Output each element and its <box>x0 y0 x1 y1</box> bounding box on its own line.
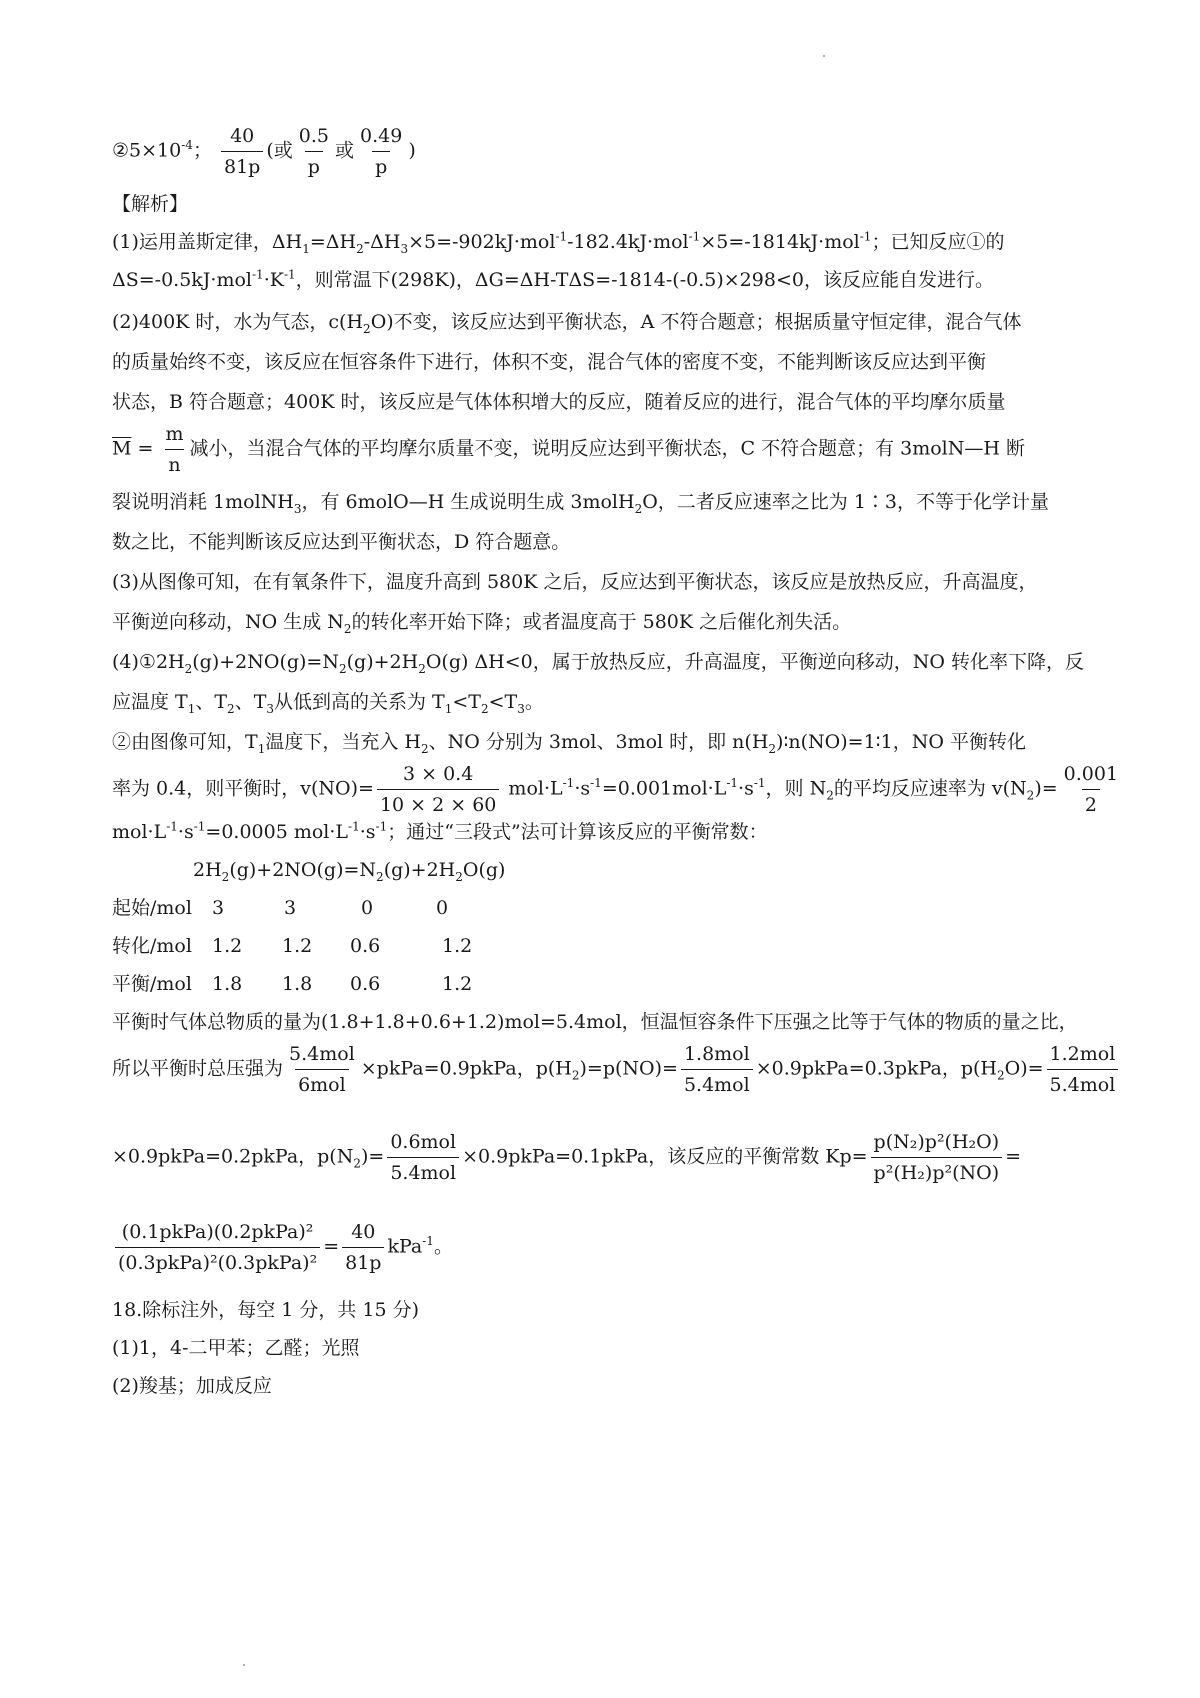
t: =0.0005 mol·L <box>205 821 349 843</box>
t: -ΔH <box>363 231 401 253</box>
sub: 2 <box>376 869 384 884</box>
scan-dot-top <box>823 55 825 57</box>
sub: 2 <box>480 701 489 716</box>
sub: 3 <box>400 241 409 256</box>
fraction-rate <box>377 762 499 817</box>
t: ；已知反应①的 <box>871 231 1005 253</box>
cell: 1.2 <box>442 935 473 957</box>
t: ·s <box>738 777 754 800</box>
paren-close: ) <box>408 139 416 162</box>
sup: -1 <box>375 819 388 834</box>
sup: -1 <box>753 776 766 791</box>
t: 平衡逆向移动，NO 生成 N <box>112 611 344 633</box>
sub: 2 <box>1026 788 1035 803</box>
sub: 3 <box>293 501 302 516</box>
sup: -1 <box>726 776 739 791</box>
fraction-0.5-p <box>296 124 332 179</box>
sub: 1 <box>257 741 266 756</box>
answer-base: 5×10 <box>129 139 182 162</box>
t: (g)+2NO(g)=N <box>229 859 377 881</box>
part2-line3: 状态，B 符合题意；400K 时，该反应是气体体积增大的反应，随着反应的进行，混合气体的平均摩尔质量 <box>112 391 1006 413</box>
part1-line1 <box>112 230 1004 254</box>
frac-den: 10 × 2 × 60 <box>377 789 499 817</box>
row-label: 转化/mol <box>112 935 192 957</box>
fraction-m-n <box>162 422 186 477</box>
t: 从低到高的关系为 T <box>274 691 445 713</box>
t: = <box>131 437 160 460</box>
frac-num: 0.001 <box>1063 763 1119 785</box>
frac-num: p(N₂)p²(H₂O) <box>873 1131 1000 1153</box>
t: ×pkPa=0.9pkPa，p(H <box>360 1057 572 1080</box>
fraction-0.49-p <box>357 124 405 179</box>
sup: -1 <box>590 776 602 791</box>
cell: 1.2 <box>282 935 313 957</box>
frac-den: 5.4mol <box>1047 1069 1119 1097</box>
part1-line2 <box>112 268 994 292</box>
t: (g)+2H <box>346 651 419 673</box>
sub: 2 <box>455 869 463 884</box>
sub: 2 <box>418 661 426 676</box>
t: )= <box>360 1145 385 1168</box>
t: (g)+2NO(g)=N <box>192 651 339 673</box>
circle-marker: ② <box>112 139 130 162</box>
t: =ΔH <box>309 231 357 253</box>
t: -182.4kJ·mol <box>567 231 689 253</box>
frac-den: 6mol <box>295 1069 349 1097</box>
t: 所以平衡时总压强为 <box>112 1057 284 1080</box>
calc-line4 <box>112 1220 453 1275</box>
sub: 2 <box>826 788 834 803</box>
sub: 2 <box>996 1068 1005 1083</box>
t: (g)+2H <box>383 859 456 881</box>
t: = <box>1005 1145 1022 1168</box>
frac-den: p <box>372 151 390 179</box>
t: 的转化率开始下降；或者温度高于 580K 之后催化剂失活。 <box>351 611 852 633</box>
sub: 2 <box>343 621 352 636</box>
sup: -1 <box>562 776 575 791</box>
frac-num: 3 × 0.4 <box>403 763 474 785</box>
calc-line3 <box>112 1130 1021 1185</box>
calc-line1: 平衡时气体总物质的量为(1.8+1.8+0.6+1.2)mol=5.4mol，恒温恒容条件下压强之比等于气体的物质的量之比， <box>112 1011 1078 1033</box>
t: ×0.9pkPa=0.3pkPa，p(H <box>755 1057 997 1080</box>
q18-answer2: (2)羧基；加成反应 <box>112 1375 272 1397</box>
t: O(g) ΔH<0，属于放热反应，升高温度，平衡逆向移动，NO 转化率下降，反 <box>425 651 1084 673</box>
t: = <box>323 1235 340 1258</box>
part2-line6: 数之比，不能判断该反应达到平衡状态，D 符合题意。 <box>112 531 571 553</box>
t: O)不变，该反应达到平衡状态，A 不符合题意；根据质量守恒定律，混合气体 <box>370 311 1022 333</box>
t: ×5=-902kJ·mol <box>408 231 556 253</box>
t: <T <box>488 691 518 713</box>
fraction <box>286 1042 358 1097</box>
frac-num: 1.2mol <box>1049 1043 1116 1065</box>
t: )=p(NO)= <box>579 1057 678 1080</box>
frac-den: (0.3pkPa)²(0.3pkPa)² <box>115 1247 320 1275</box>
frac-den: p²(H₂)p²(NO) <box>871 1157 1003 1185</box>
or-text: 或 <box>334 139 354 162</box>
q18-answer1: (1)1，4-二甲苯；乙醛；光照 <box>112 1337 360 1359</box>
cell: 0.6 <box>350 973 381 995</box>
t: O(g) <box>462 859 506 881</box>
cell: 0.6 <box>350 935 381 957</box>
t: ，则 N <box>765 777 827 800</box>
row-label: 平衡/mol <box>112 973 192 995</box>
sup: -1 <box>555 229 568 244</box>
frac-den: n <box>165 449 183 477</box>
cell: 0 <box>436 897 449 919</box>
t: 温度下，当充入 H <box>265 731 421 753</box>
answer-exp: -4 <box>181 138 193 153</box>
frac-den: p <box>305 151 323 179</box>
part2-line1 <box>112 310 1021 334</box>
t: (4)①2H <box>112 651 185 673</box>
cell: 1.8 <box>282 973 313 995</box>
fraction-40-81p <box>221 124 263 179</box>
t: 率为 0.4，则平衡时，v(NO)= <box>112 777 374 800</box>
t: O，二者反应速率之比为 1∶3，不等于化学计量 <box>642 491 1050 513</box>
kp-result-fraction <box>342 1220 384 1275</box>
t: 。 <box>433 1235 453 1258</box>
frac-num: (0.1pkPa)(0.2pkPa)² <box>121 1221 314 1243</box>
t: ×0.9pkPa=0.2pkPa，p(N <box>112 1145 354 1168</box>
sup: -1 <box>348 819 360 834</box>
frac-den: 5.4mol <box>681 1069 753 1097</box>
sup: -1 <box>422 1234 434 1249</box>
t: 、T <box>195 691 228 713</box>
sub: 3 <box>266 701 275 716</box>
t: ·s <box>177 821 194 843</box>
mean-molar-mass: $\overline{M}$ <box>112 437 132 460</box>
t: kPa <box>387 1235 423 1258</box>
analysis-title: 【解析】 <box>112 193 189 215</box>
part4-line3 <box>112 730 1026 754</box>
t: <T <box>452 691 481 713</box>
t: ×5=-1814kJ·mol <box>700 231 860 253</box>
part4-line5 <box>112 820 768 844</box>
frac-num: 0.5 <box>298 125 329 147</box>
frac-num: 1.8mol <box>683 1043 750 1065</box>
t: ×0.9pkPa=0.1pkPa，该反应的平衡常数 Kp= <box>462 1145 868 1168</box>
part2-line2: 的质量始终不变，该反应在恒容条件下进行，体积不变，混合气体的密度不变，不能判断该反应达到平衡 <box>112 351 987 373</box>
frac-num: 5.4mol <box>289 1043 355 1065</box>
kp-value-fraction <box>115 1220 320 1275</box>
paren-open: (或 <box>266 139 293 162</box>
sub: 2 <box>420 741 429 756</box>
sub: 2 <box>227 701 235 716</box>
sub: 2 <box>338 661 347 676</box>
fraction-n2-rate <box>1061 762 1121 817</box>
t: ，有 6molO—H 生成说明生成 3molH <box>301 491 635 513</box>
t: mol·L <box>112 821 167 843</box>
t: 、T <box>234 691 267 713</box>
scan-dot-bottom <box>243 1664 245 1666</box>
t: ΔS=-0.5kJ·mol <box>112 269 252 291</box>
frac-den: 5.4mol <box>387 1157 459 1185</box>
sub: 2 <box>571 1068 580 1083</box>
sub: 3 <box>517 701 525 716</box>
sup: -1 <box>283 267 296 282</box>
part3-line1: (3)从图像可知，在有氧条件下，温度升高到 580K 之后，反应达到平衡状态，该反应是放热反应，升高温度， <box>112 571 1038 593</box>
frac-den: 2 <box>1082 789 1100 817</box>
cell: 1.8 <box>212 973 243 995</box>
sup: -1 <box>688 229 701 244</box>
sup: -1 <box>859 229 872 244</box>
sub: 1 <box>302 241 310 256</box>
row-label: 起始/mol <box>112 897 192 919</box>
t: )= <box>1034 777 1058 800</box>
part2-line4 <box>112 422 1025 477</box>
fraction <box>387 1130 459 1185</box>
t: ；通过“三段式”法可计算该反应的平衡常数： <box>387 821 768 843</box>
t: 的平均反应速率为 v(N <box>833 777 1027 800</box>
sub: 2 <box>184 661 193 676</box>
t: ，则常温下(298K)，ΔG=ΔH-TΔS=-1814-(-0.5)×298<0，该反应能自发进行。 <box>295 269 994 291</box>
fraction <box>1047 1042 1119 1097</box>
frac-num: 40 <box>230 125 255 147</box>
t: ②由图像可知，T <box>112 731 258 753</box>
t: 减小，当混合气体的平均摩尔质量不变，说明反应达到平衡状态，C 不符合题意；有 3molN—H 断 <box>189 437 1025 460</box>
t: 裂说明消耗 1molNH <box>112 491 294 513</box>
frac-den: 81p <box>342 1247 384 1275</box>
frac-num: 0.6mol <box>390 1131 457 1153</box>
frac-num: 40 <box>351 1221 376 1243</box>
sub: 2 <box>363 321 371 336</box>
part4-line2 <box>112 690 544 714</box>
frac-den: 81p <box>221 151 263 179</box>
fraction <box>681 1042 753 1097</box>
t: (1)运用盖斯定律，ΔH <box>112 231 303 253</box>
t: ·s <box>359 821 376 843</box>
t: O)= <box>1004 1057 1044 1080</box>
sub: 2 <box>634 501 643 516</box>
frac-num: 0.49 <box>360 125 403 147</box>
frac-num: m <box>165 423 184 445</box>
t: )∶n(NO)=1∶1，NO 平衡转化 <box>776 731 1026 753</box>
t: 2H <box>193 859 222 881</box>
cell: 1.2 <box>212 935 243 957</box>
kp-fraction <box>871 1130 1003 1185</box>
t: =0.001mol·L <box>601 777 727 800</box>
sep: ； <box>192 139 212 162</box>
sub: 2 <box>221 869 230 884</box>
part4-line1 <box>112 650 1084 674</box>
t: 。 <box>524 691 544 713</box>
t: ·K <box>263 269 284 291</box>
answer-line <box>112 124 416 179</box>
sub: 2 <box>353 1156 361 1171</box>
sup: -1 <box>166 819 178 834</box>
cell: 3 <box>284 897 297 919</box>
table-equation <box>193 858 505 882</box>
t: 、NO 分别为 3mol、3mol 时，即 n(H <box>428 731 769 753</box>
t: ·s <box>574 777 591 800</box>
cell: 1.2 <box>442 973 473 995</box>
calc-line2 <box>112 1042 1121 1097</box>
cell: 3 <box>212 897 225 919</box>
part4-line4 <box>112 762 1124 817</box>
t: mol·L <box>502 777 563 800</box>
q18-title: 18.除标注外，每空 1 分，共 15 分) <box>112 1299 420 1321</box>
part2-line5 <box>112 490 1049 514</box>
sub: 2 <box>768 741 777 756</box>
part3-line2 <box>112 610 851 634</box>
t: 应温度 T <box>112 691 188 713</box>
sup: -1 <box>252 267 264 282</box>
sub: 1 <box>444 701 453 716</box>
t: (2)400K 时，水为气态，c(H <box>112 311 364 333</box>
sub: 2 <box>356 241 364 256</box>
cell: 0 <box>361 897 374 919</box>
sup: -1 <box>193 819 206 834</box>
sub: 1 <box>187 701 196 716</box>
